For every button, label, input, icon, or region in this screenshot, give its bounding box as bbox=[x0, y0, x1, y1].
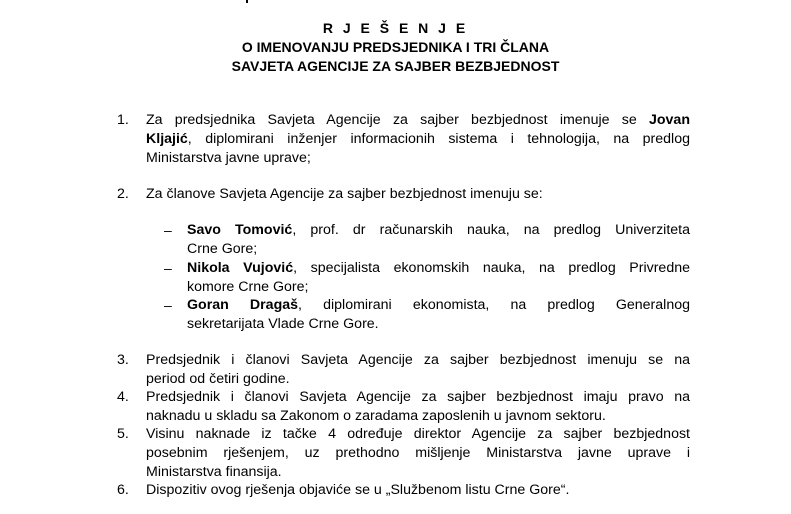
member-3-dash: – bbox=[164, 297, 172, 313]
item-4-number: 4. bbox=[117, 389, 129, 405]
item-1-line-2: Kljajić, diplomirani inženjer informacionih sistema i tehnologija, na predlog bbox=[146, 131, 690, 147]
member-1: Savo Tomović, prof. dr računarskih nauka, na predlog Univerziteta Crne Gore; bbox=[187, 222, 690, 257]
member-3: Goran Dragaš, diplomirani ekonomista, na predlog Generalnog sekretarijata Vlade Crne Gore. bbox=[187, 297, 690, 332]
item-1-text bbox=[146, 111, 690, 168]
member-1-dash: – bbox=[164, 222, 172, 238]
item-1-line-3: Ministarstva javne uprave; bbox=[146, 150, 311, 166]
page-mark bbox=[246, 0, 248, 3]
item-4-text: Predsjednik i članovi Savjeta Agencije za sajber bezbjednost imaju pravo na naknadu u skladu sa Zakonom o zaradama zaposlenih u javnom sektoru. bbox=[146, 389, 690, 424]
item-1-line-1: Za predsjednika Savjeta Agencije za sajber bezbjednost imenuje se Jovan bbox=[146, 112, 690, 128]
member-2-name: Nikola Vujović bbox=[187, 260, 294, 276]
item-3-text: Predsjednik i članovi Savjeta Agencije za sajber bezbjednost imenuju se na period od četiri godine. bbox=[146, 352, 690, 387]
item-2-text: Za članove Savjeta Agencije za sajber bezbjednost imenuju se: bbox=[146, 186, 543, 202]
document-subtitle-line-2: SAVJETA AGENCIJE ZA SAJBER BEZBJEDNOST bbox=[231, 58, 560, 74]
item-6-number: 6. bbox=[117, 482, 129, 498]
member-2-dash: – bbox=[164, 260, 172, 276]
item-1-number: 1. bbox=[117, 112, 129, 128]
item-1-name-first: Jovan bbox=[648, 112, 690, 128]
item-3-number: 3. bbox=[117, 352, 129, 368]
member-1-name: Savo Tomović bbox=[187, 222, 293, 238]
member-2: Nikola Vujović, specijalista ekonomskih nauka, na predlog Privredne komore Crne Gore; bbox=[187, 260, 690, 295]
document-title: R J E Š E N J E bbox=[322, 20, 469, 36]
item-2-number: 2. bbox=[117, 186, 129, 202]
document-subtitle-line-1: O IMENOVANJU PREDSJEDNIKA I TRI ČLANA bbox=[241, 39, 550, 55]
item-1-name-last: Kljajić bbox=[146, 131, 188, 147]
item-5-text: Visinu naknade iz tačke 4 određuje direktor Agencije za sajber bezbjednost posebnim rješenjem, uz prethodno mišljenje Ministarstva javne uprave i Ministarstva finansija. bbox=[146, 426, 690, 480]
member-3-name: Goran Dragaš bbox=[187, 297, 299, 313]
item-5-number: 5. bbox=[117, 426, 129, 442]
item-6-text: Dispozitiv ovog rješenja objaviće se u „Službenom listu Crne Gore“. bbox=[146, 482, 570, 498]
